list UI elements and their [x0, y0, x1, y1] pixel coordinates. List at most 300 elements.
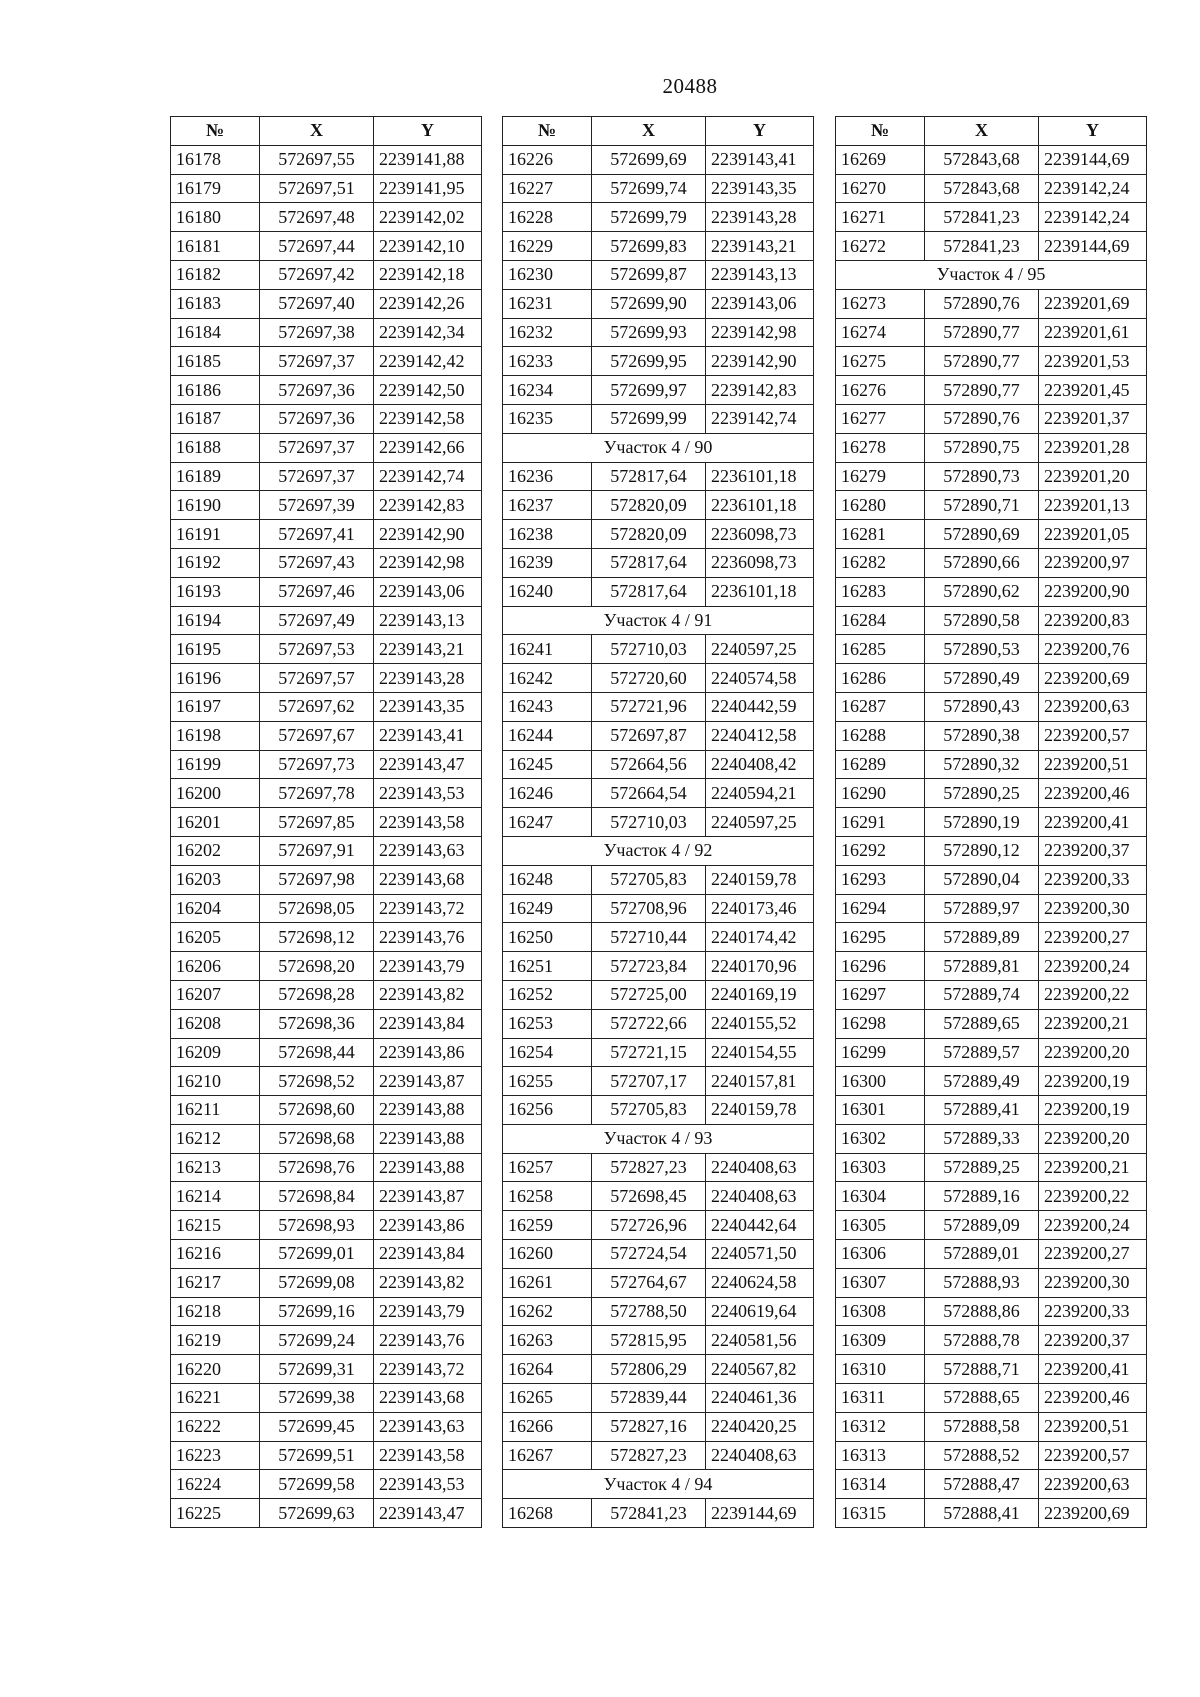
- table-row: [171, 1441, 482, 1470]
- coordinates-table-1: [170, 116, 482, 1528]
- x-coordinate-cell: 572697,37: [260, 433, 374, 462]
- table-row: [171, 1470, 482, 1499]
- y-coordinate-cell: 2240155,52: [706, 1009, 814, 1038]
- y-coordinate-cell: 2239200,22: [1039, 1182, 1147, 1211]
- y-coordinate-cell: 2239143,58: [374, 808, 482, 837]
- y-coordinate-cell: 2239142,98: [706, 318, 814, 347]
- y-coordinate-cell: 2239142,02: [374, 203, 482, 232]
- x-coordinate-cell: 572698,28: [260, 980, 374, 1009]
- point-number-cell: 16188: [171, 433, 260, 462]
- table-row: [836, 1096, 1147, 1125]
- y-coordinate-cell: 2240157,81: [706, 1067, 814, 1096]
- table-row: [836, 1067, 1147, 1096]
- table-row: [503, 376, 814, 405]
- y-coordinate-cell: 2240597,25: [706, 635, 814, 664]
- y-coordinate-cell: 2239143,87: [374, 1067, 482, 1096]
- table-row: [836, 1297, 1147, 1326]
- point-number-cell: 16278: [836, 433, 925, 462]
- point-number-cell: 16253: [503, 1009, 592, 1038]
- y-coordinate-cell: 2239200,83: [1039, 606, 1147, 635]
- table-row: [171, 1067, 482, 1096]
- table-row: [171, 1412, 482, 1441]
- y-coordinate-cell: 2240412,58: [706, 721, 814, 750]
- table-row: [503, 1355, 814, 1384]
- table-row: [503, 520, 814, 549]
- table-row: [171, 491, 482, 520]
- section-title: Участок 4 / 92: [503, 836, 814, 865]
- table-row: [171, 203, 482, 232]
- x-coordinate-cell: 572697,37: [260, 462, 374, 491]
- point-number-cell: 16307: [836, 1268, 925, 1297]
- point-number-cell: 16258: [503, 1182, 592, 1211]
- table-row: [836, 232, 1147, 261]
- y-coordinate-cell: 2239142,26: [374, 289, 482, 318]
- point-number-cell: 16189: [171, 462, 260, 491]
- y-coordinate-cell: 2239142,50: [374, 376, 482, 405]
- x-coordinate-cell: 572725,00: [592, 980, 706, 1009]
- point-number-cell: 16183: [171, 289, 260, 318]
- table-row: [503, 462, 814, 491]
- point-number-cell: 16277: [836, 404, 925, 433]
- y-coordinate-cell: 2239143,79: [374, 952, 482, 981]
- y-coordinate-cell: 2239200,63: [1039, 692, 1147, 721]
- table-row: [836, 1124, 1147, 1153]
- point-number-cell: 16203: [171, 865, 260, 894]
- y-coordinate-cell: 2239143,86: [374, 1211, 482, 1240]
- point-number-cell: 16209: [171, 1038, 260, 1067]
- y-coordinate-cell: 2239143,82: [374, 1268, 482, 1297]
- x-coordinate-cell: 572699,01: [260, 1240, 374, 1269]
- table-row: [503, 721, 814, 750]
- x-coordinate-cell: 572697,48: [260, 203, 374, 232]
- x-coordinate-cell: 572699,38: [260, 1384, 374, 1413]
- point-number-cell: 16248: [503, 865, 592, 894]
- point-number-cell: 16228: [503, 203, 592, 232]
- x-coordinate-cell: 572890,25: [925, 779, 1039, 808]
- y-coordinate-cell: 2239143,35: [374, 692, 482, 721]
- point-number-cell: 16254: [503, 1038, 592, 1067]
- y-coordinate-cell: 2240619,64: [706, 1297, 814, 1326]
- x-coordinate-cell: 572889,25: [925, 1153, 1039, 1182]
- y-coordinate-cell: 2239200,57: [1039, 721, 1147, 750]
- y-coordinate-cell: 2239200,46: [1039, 779, 1147, 808]
- table-row: [503, 1441, 814, 1470]
- point-number-cell: 16313: [836, 1441, 925, 1470]
- y-coordinate-cell: 2239201,61: [1039, 318, 1147, 347]
- table-row: [836, 318, 1147, 347]
- x-coordinate-cell: 572827,23: [592, 1441, 706, 1470]
- x-coordinate-cell: 572890,71: [925, 491, 1039, 520]
- y-coordinate-cell: 2239200,30: [1039, 1268, 1147, 1297]
- table-row: [836, 721, 1147, 750]
- table-row: [171, 664, 482, 693]
- x-coordinate-cell: 572697,42: [260, 260, 374, 289]
- y-coordinate-cell: 2239200,37: [1039, 836, 1147, 865]
- x-coordinate-cell: 572699,93: [592, 318, 706, 347]
- y-coordinate-cell: 2239142,66: [374, 433, 482, 462]
- header-y: Y: [1039, 117, 1147, 146]
- y-coordinate-cell: 2236098,73: [706, 520, 814, 549]
- y-coordinate-cell: 2236101,18: [706, 462, 814, 491]
- table-row: [503, 1096, 814, 1125]
- point-number-cell: 16294: [836, 894, 925, 923]
- table-row: [171, 606, 482, 635]
- y-coordinate-cell: 2239142,24: [1039, 203, 1147, 232]
- point-number-cell: 16273: [836, 289, 925, 318]
- table-row: [171, 923, 482, 952]
- y-coordinate-cell: 2240170,96: [706, 952, 814, 981]
- point-number-cell: 16184: [171, 318, 260, 347]
- point-number-cell: 16210: [171, 1067, 260, 1096]
- x-coordinate-cell: 572664,56: [592, 750, 706, 779]
- point-number-cell: 16179: [171, 174, 260, 203]
- x-coordinate-cell: 572697,57: [260, 664, 374, 693]
- table-row: [503, 404, 814, 433]
- table-row: [171, 1211, 482, 1240]
- point-number-cell: 16193: [171, 577, 260, 606]
- point-number-cell: 16211: [171, 1096, 260, 1125]
- x-coordinate-cell: 572699,97: [592, 376, 706, 405]
- table-row: [503, 865, 814, 894]
- x-coordinate-cell: 572888,93: [925, 1268, 1039, 1297]
- point-number-cell: 16192: [171, 548, 260, 577]
- x-coordinate-cell: 572888,71: [925, 1355, 1039, 1384]
- x-coordinate-cell: 572890,04: [925, 865, 1039, 894]
- point-number-cell: 16305: [836, 1211, 925, 1240]
- y-coordinate-cell: 2239200,69: [1039, 1499, 1147, 1528]
- x-coordinate-cell: 572698,44: [260, 1038, 374, 1067]
- y-coordinate-cell: 2240594,21: [706, 779, 814, 808]
- x-coordinate-cell: 572705,83: [592, 865, 706, 894]
- y-coordinate-cell: 2239201,28: [1039, 433, 1147, 462]
- point-number-cell: 16298: [836, 1009, 925, 1038]
- point-number-cell: 16232: [503, 318, 592, 347]
- y-coordinate-cell: 2239143,76: [374, 1326, 482, 1355]
- x-coordinate-cell: 572699,95: [592, 347, 706, 376]
- table-row: [171, 750, 482, 779]
- x-coordinate-cell: 572697,98: [260, 865, 374, 894]
- table-row: [503, 203, 814, 232]
- y-coordinate-cell: 2239141,95: [374, 174, 482, 203]
- table-header-row: [503, 117, 814, 146]
- point-number-cell: 16199: [171, 750, 260, 779]
- x-coordinate-cell: 572697,36: [260, 404, 374, 433]
- x-coordinate-cell: 572699,08: [260, 1268, 374, 1297]
- point-number-cell: 16198: [171, 721, 260, 750]
- point-number-cell: 16309: [836, 1326, 925, 1355]
- x-coordinate-cell: 572698,36: [260, 1009, 374, 1038]
- point-number-cell: 16261: [503, 1268, 592, 1297]
- point-number-cell: 16308: [836, 1297, 925, 1326]
- y-coordinate-cell: 2239200,76: [1039, 635, 1147, 664]
- point-number-cell: 16251: [503, 952, 592, 981]
- table-row: [836, 404, 1147, 433]
- x-coordinate-cell: 572707,17: [592, 1067, 706, 1096]
- x-coordinate-cell: 572697,91: [260, 836, 374, 865]
- x-coordinate-cell: 572888,58: [925, 1412, 1039, 1441]
- y-coordinate-cell: 2239200,97: [1039, 548, 1147, 577]
- x-coordinate-cell: 572697,41: [260, 520, 374, 549]
- table-row: [503, 980, 814, 1009]
- y-coordinate-cell: 2239143,28: [374, 664, 482, 693]
- x-coordinate-cell: 572841,23: [925, 203, 1039, 232]
- table-row: [171, 1384, 482, 1413]
- y-coordinate-cell: 2239142,90: [374, 520, 482, 549]
- x-coordinate-cell: 572699,83: [592, 232, 706, 261]
- y-coordinate-cell: 2239143,68: [374, 865, 482, 894]
- y-coordinate-cell: 2239200,27: [1039, 1240, 1147, 1269]
- y-coordinate-cell: 2240159,78: [706, 865, 814, 894]
- table-row: [503, 923, 814, 952]
- x-coordinate-cell: 572890,66: [925, 548, 1039, 577]
- point-number-cell: 16206: [171, 952, 260, 981]
- y-coordinate-cell: 2239200,69: [1039, 664, 1147, 693]
- y-coordinate-cell: 2239200,33: [1039, 1297, 1147, 1326]
- y-coordinate-cell: 2240408,63: [706, 1182, 814, 1211]
- y-coordinate-cell: 2239144,69: [1039, 232, 1147, 261]
- table-row: [171, 1326, 482, 1355]
- y-coordinate-cell: 2240174,42: [706, 923, 814, 952]
- point-number-cell: 16236: [503, 462, 592, 491]
- table-row: [836, 1412, 1147, 1441]
- table-row: [836, 376, 1147, 405]
- point-number-cell: 16223: [171, 1441, 260, 1470]
- x-coordinate-cell: 572698,05: [260, 894, 374, 923]
- x-coordinate-cell: 572890,58: [925, 606, 1039, 635]
- table-row: [171, 1009, 482, 1038]
- x-coordinate-cell: 572841,23: [592, 1499, 706, 1528]
- y-coordinate-cell: 2239143,53: [374, 779, 482, 808]
- x-coordinate-cell: 572697,36: [260, 376, 374, 405]
- x-coordinate-cell: 572843,68: [925, 174, 1039, 203]
- y-coordinate-cell: 2239143,06: [706, 289, 814, 318]
- point-number-cell: 16239: [503, 548, 592, 577]
- y-coordinate-cell: 2239143,21: [374, 635, 482, 664]
- y-coordinate-cell: 2240169,19: [706, 980, 814, 1009]
- y-coordinate-cell: 2239143,06: [374, 577, 482, 606]
- coordinates-table-3: [835, 116, 1147, 1528]
- point-number-cell: 16229: [503, 232, 592, 261]
- table-row: [836, 347, 1147, 376]
- point-number-cell: 16216: [171, 1240, 260, 1269]
- point-number-cell: 16279: [836, 462, 925, 491]
- point-number-cell: 16282: [836, 548, 925, 577]
- y-coordinate-cell: 2239143,76: [374, 923, 482, 952]
- y-coordinate-cell: 2239143,72: [374, 1355, 482, 1384]
- point-number-cell: 16215: [171, 1211, 260, 1240]
- point-number-cell: 16221: [171, 1384, 260, 1413]
- y-coordinate-cell: 2239143,84: [374, 1240, 482, 1269]
- point-number-cell: 16190: [171, 491, 260, 520]
- x-coordinate-cell: 572705,83: [592, 1096, 706, 1125]
- y-coordinate-cell: 2239143,88: [374, 1124, 482, 1153]
- y-coordinate-cell: 2239143,88: [374, 1153, 482, 1182]
- table-row: [503, 289, 814, 318]
- x-coordinate-cell: 572699,51: [260, 1441, 374, 1470]
- table-row: [836, 1326, 1147, 1355]
- point-number-cell: 16212: [171, 1124, 260, 1153]
- table-row: [503, 577, 814, 606]
- y-coordinate-cell: 2239200,51: [1039, 1412, 1147, 1441]
- point-number-cell: 16205: [171, 923, 260, 952]
- y-coordinate-cell: 2240574,58: [706, 664, 814, 693]
- table-row: [171, 952, 482, 981]
- point-number-cell: 16268: [503, 1499, 592, 1528]
- y-coordinate-cell: 2239143,63: [374, 1412, 482, 1441]
- point-number-cell: 16252: [503, 980, 592, 1009]
- x-coordinate-cell: 572710,44: [592, 923, 706, 952]
- point-number-cell: 16299: [836, 1038, 925, 1067]
- table-row: [503, 1009, 814, 1038]
- table-row: [503, 692, 814, 721]
- y-coordinate-cell: 2236101,18: [706, 577, 814, 606]
- point-number-cell: 16217: [171, 1268, 260, 1297]
- table-row: [503, 318, 814, 347]
- x-coordinate-cell: 572889,57: [925, 1038, 1039, 1067]
- x-coordinate-cell: 572699,87: [592, 260, 706, 289]
- y-coordinate-cell: 2239142,83: [374, 491, 482, 520]
- x-coordinate-cell: 572888,86: [925, 1297, 1039, 1326]
- table-row: [171, 1297, 482, 1326]
- table-row: [171, 721, 482, 750]
- x-coordinate-cell: 572889,16: [925, 1182, 1039, 1211]
- point-number-cell: 16297: [836, 980, 925, 1009]
- table-header-row: [836, 117, 1147, 146]
- point-number-cell: 16238: [503, 520, 592, 549]
- point-number-cell: 16306: [836, 1240, 925, 1269]
- table-row: [836, 1355, 1147, 1384]
- y-coordinate-cell: 2239142,58: [374, 404, 482, 433]
- y-coordinate-cell: 2239200,90: [1039, 577, 1147, 606]
- table-row: [171, 1038, 482, 1067]
- x-coordinate-cell: 572699,24: [260, 1326, 374, 1355]
- header-y: Y: [706, 117, 814, 146]
- table-row: [836, 1153, 1147, 1182]
- point-number-cell: 16200: [171, 779, 260, 808]
- x-coordinate-cell: 572697,87: [592, 721, 706, 750]
- table-row: [171, 1153, 482, 1182]
- table-row: [503, 1268, 814, 1297]
- y-coordinate-cell: 2240420,25: [706, 1412, 814, 1441]
- y-coordinate-cell: 2239143,47: [374, 750, 482, 779]
- y-coordinate-cell: 2240597,25: [706, 808, 814, 837]
- point-number-cell: 16241: [503, 635, 592, 664]
- point-number-cell: 16312: [836, 1412, 925, 1441]
- table-row: [503, 548, 814, 577]
- table-row: [503, 779, 814, 808]
- y-coordinate-cell: 2239200,41: [1039, 808, 1147, 837]
- x-coordinate-cell: 572806,29: [592, 1355, 706, 1384]
- x-coordinate-cell: 572889,33: [925, 1124, 1039, 1153]
- table-row: [503, 952, 814, 981]
- point-number-cell: 16276: [836, 376, 925, 405]
- point-number-cell: 16202: [171, 836, 260, 865]
- point-number-cell: 16245: [503, 750, 592, 779]
- table-row: [836, 664, 1147, 693]
- point-number-cell: 16243: [503, 692, 592, 721]
- y-coordinate-cell: 2240173,46: [706, 894, 814, 923]
- point-number-cell: 16259: [503, 1211, 592, 1240]
- section-header-row: [503, 433, 814, 462]
- x-coordinate-cell: 572699,16: [260, 1297, 374, 1326]
- point-number-cell: 16224: [171, 1470, 260, 1499]
- y-coordinate-cell: 2239142,34: [374, 318, 482, 347]
- x-coordinate-cell: 572721,15: [592, 1038, 706, 1067]
- point-number-cell: 16235: [503, 404, 592, 433]
- point-number-cell: 16186: [171, 376, 260, 405]
- x-coordinate-cell: 572699,58: [260, 1470, 374, 1499]
- y-coordinate-cell: 2239144,69: [1039, 145, 1147, 174]
- table-row: [836, 1009, 1147, 1038]
- y-coordinate-cell: 2239143,47: [374, 1499, 482, 1528]
- section-header-row: [503, 1124, 814, 1153]
- section-title: Участок 4 / 91: [503, 606, 814, 635]
- point-number-cell: 16225: [171, 1499, 260, 1528]
- point-number-cell: 16291: [836, 808, 925, 837]
- table-row: [836, 1211, 1147, 1240]
- x-coordinate-cell: 572697,67: [260, 721, 374, 750]
- y-coordinate-cell: 2240442,64: [706, 1211, 814, 1240]
- x-coordinate-cell: 572699,69: [592, 145, 706, 174]
- x-coordinate-cell: 572699,45: [260, 1412, 374, 1441]
- table-row: [836, 1182, 1147, 1211]
- point-number-cell: 16310: [836, 1355, 925, 1384]
- point-number-cell: 16283: [836, 577, 925, 606]
- table-row: [503, 894, 814, 923]
- point-number-cell: 16180: [171, 203, 260, 232]
- y-coordinate-cell: 2239143,86: [374, 1038, 482, 1067]
- point-number-cell: 16187: [171, 404, 260, 433]
- table-row: [171, 289, 482, 318]
- table-row: [503, 664, 814, 693]
- point-number-cell: 16227: [503, 174, 592, 203]
- table-row: [836, 145, 1147, 174]
- point-number-cell: 16271: [836, 203, 925, 232]
- x-coordinate-cell: 572697,78: [260, 779, 374, 808]
- x-coordinate-cell: 572697,85: [260, 808, 374, 837]
- table-row: [836, 635, 1147, 664]
- x-coordinate-cell: 572890,38: [925, 721, 1039, 750]
- table-row: [503, 145, 814, 174]
- point-number-cell: 16303: [836, 1153, 925, 1182]
- table-row: [836, 952, 1147, 981]
- y-coordinate-cell: 2240154,55: [706, 1038, 814, 1067]
- y-coordinate-cell: 2240408,63: [706, 1441, 814, 1470]
- y-coordinate-cell: 2236098,73: [706, 548, 814, 577]
- y-coordinate-cell: 2239200,27: [1039, 923, 1147, 952]
- table-row: [171, 577, 482, 606]
- point-number-cell: 16195: [171, 635, 260, 664]
- y-coordinate-cell: 2239200,20: [1039, 1124, 1147, 1153]
- y-coordinate-cell: 2239143,68: [374, 1384, 482, 1413]
- y-coordinate-cell: 2239143,84: [374, 1009, 482, 1038]
- table-row: [503, 1326, 814, 1355]
- table-row: [171, 779, 482, 808]
- y-coordinate-cell: 2239200,19: [1039, 1067, 1147, 1096]
- x-coordinate-cell: 572841,23: [925, 232, 1039, 261]
- y-coordinate-cell: 2239201,05: [1039, 520, 1147, 549]
- y-coordinate-cell: 2239144,69: [706, 1499, 814, 1528]
- x-coordinate-cell: 572889,09: [925, 1211, 1039, 1240]
- x-coordinate-cell: 572764,67: [592, 1268, 706, 1297]
- y-coordinate-cell: 2239200,24: [1039, 1211, 1147, 1240]
- y-coordinate-cell: 2239143,35: [706, 174, 814, 203]
- y-coordinate-cell: 2239200,19: [1039, 1096, 1147, 1125]
- y-coordinate-cell: 2240442,59: [706, 692, 814, 721]
- section-header-row: [503, 606, 814, 635]
- table-row: [503, 1240, 814, 1269]
- x-coordinate-cell: 572890,53: [925, 635, 1039, 664]
